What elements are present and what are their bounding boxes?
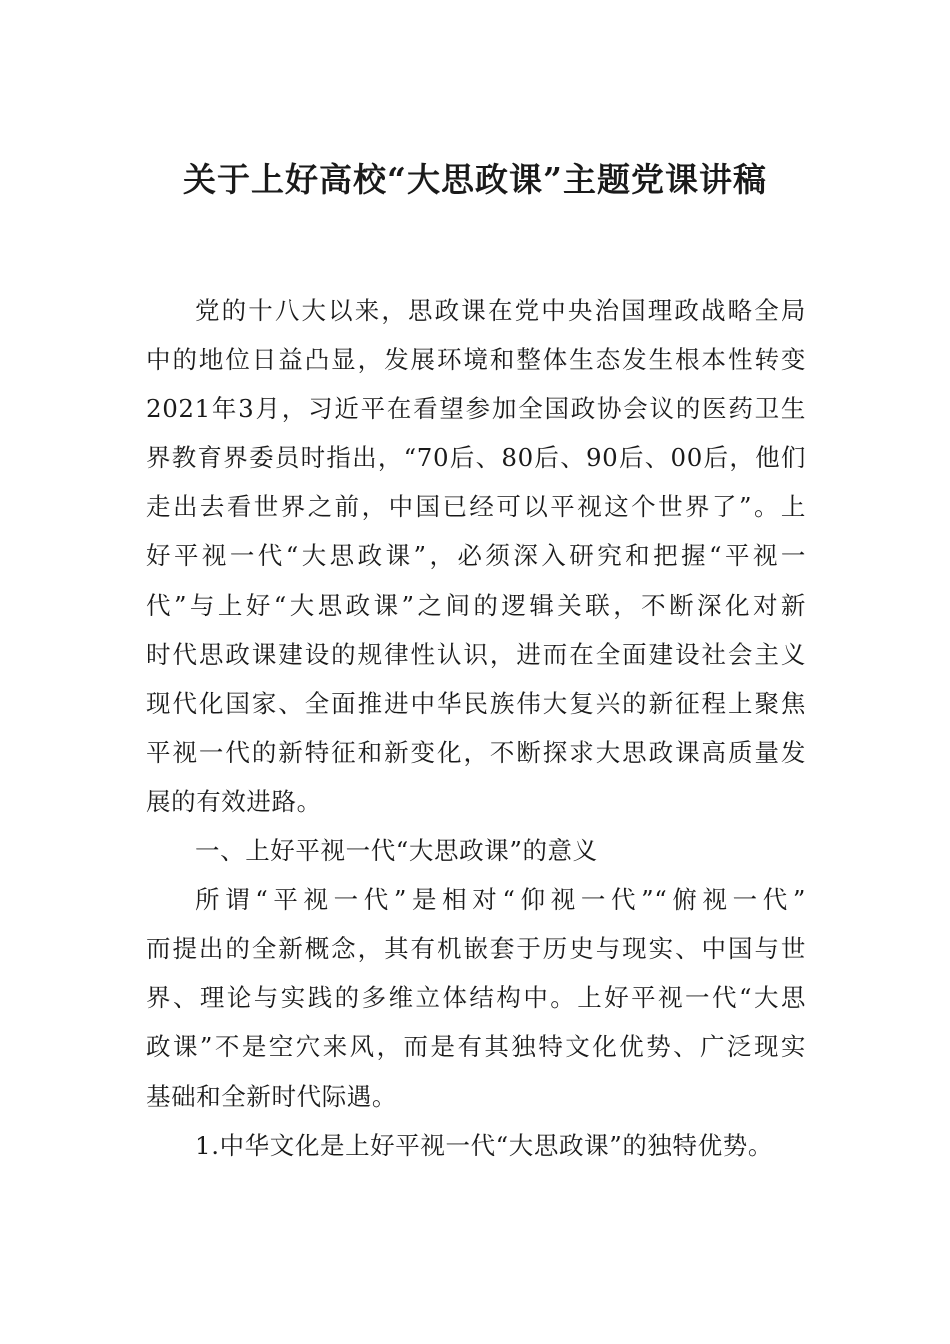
text-line: 基础和全新时代际遇。 [146, 1081, 397, 1111]
text-line: 展的有效进路。 [146, 786, 322, 816]
text-line: 代”与上好“大思政课”之间的逻辑关联，不断深化对新 [146, 590, 806, 620]
text-line: 走出去看世界之前，中国已经可以平视这个世界了”。上 [146, 492, 806, 522]
text-line: 好平视一代“大思政课”，必须深入研究和把握“平视一 [146, 541, 806, 571]
intro-paragraph [146, 286, 806, 826]
heading-line: 一、上好平视一代“大思政课”的意义 [195, 836, 598, 866]
section-heading [146, 826, 806, 875]
text-line: 界教育界委员时指出，“70后、80后、90后、00后，他们 [146, 443, 806, 473]
text-line: 现代化国家、全面推进中华民族伟大复兴的新征程上聚焦 [146, 688, 806, 718]
text-line: 时代思政课建设的规律性认识，进而在全面建设社会主义 [146, 639, 806, 669]
text-line: 中的地位日益凸显，发展环境和整体生态发生根本性转变 [146, 345, 806, 375]
text-line: 2021年3月，习近平在看望参加全国政协会议的医药卫生 [146, 394, 806, 424]
document-body [146, 286, 806, 1170]
text-line: 平视一代的新特征和新变化，不断探求大思政课高质量发 [146, 737, 806, 767]
text-line: 所谓“平视一代”是相对“仰视一代”“俯视一代” [195, 885, 806, 915]
body-paragraph [146, 875, 806, 1120]
text-line: 而提出的全新概念，其有机嵌套于历史与现实、中国与世 [146, 934, 806, 964]
text-line: 政课”不是空穴来风，而是有其独特文化优势、广泛现实 [146, 1032, 806, 1062]
subheading-line: 1.中华文化是上好平视一代“大思政课”的独特优势。 [195, 1130, 773, 1160]
subsection-heading [146, 1121, 806, 1170]
text-line: 党的十八大以来，思政课在党中央治国理政战略全局 [195, 296, 806, 325]
text-line: 界、理论与实践的多维立体结构中。上好平视一代“大思 [146, 983, 806, 1013]
document-title: 关于上好高校“大思政课”主题党课讲稿 [183, 160, 767, 199]
